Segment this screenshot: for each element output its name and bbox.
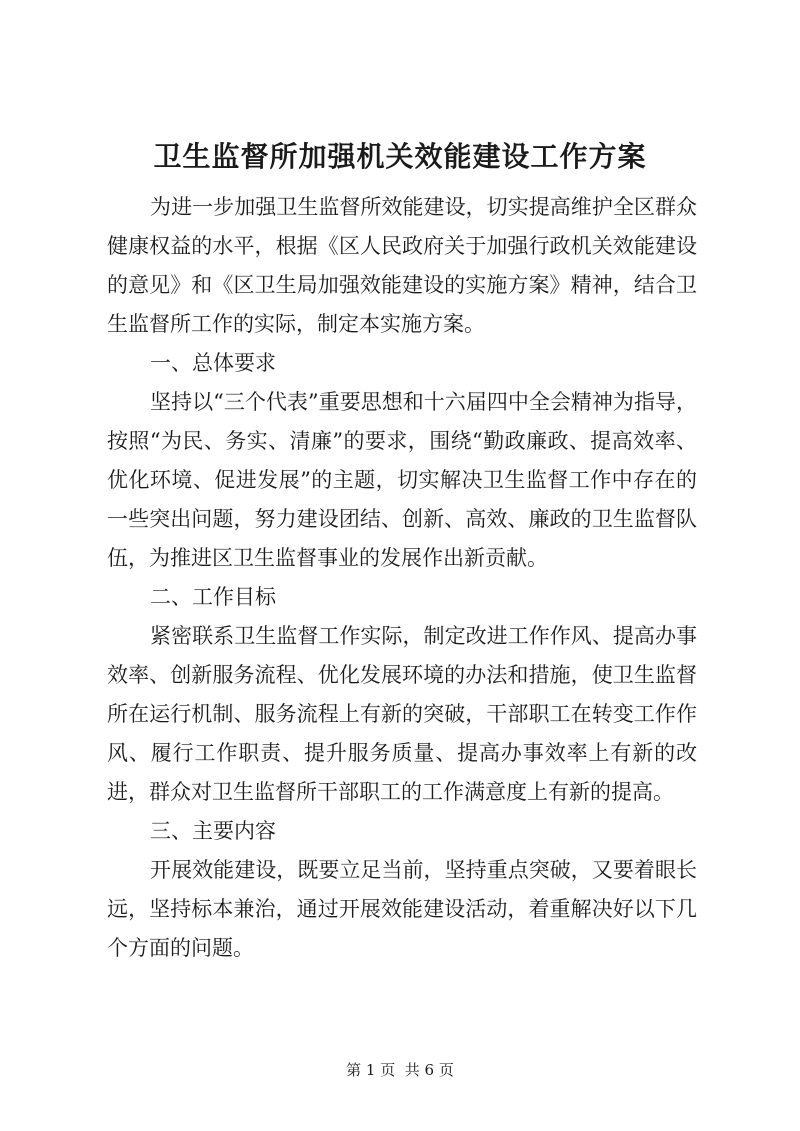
section-3-paragraph: 开展效能建设，既要立足当前，坚持重点突破，又要着眼长远，坚持标本兼治，通过开展效能建设活动，着重解决好以下几个方面的问题。 xyxy=(107,858,697,960)
section-heading-3: 三、主要内容 xyxy=(150,819,277,843)
page-number-label: 第 1 页 共 6 页 xyxy=(346,1061,454,1079)
section-1-paragraph: 坚持以“三个代表”重要思想和十六届四中全会精神为指导，按照“为民、务实、清廉”的要求，围绕“勤政廉政、提高效率、优化环境、促进发展”的主题，切实解决卫生监督工作中存在的一些突出问题，努力建设团结、创新、高效、廉政的卫生监督队伍，为推进区卫生监督事业的发展作出新贡献。 xyxy=(107,390,697,570)
section-2-paragraph: 紧密联系卫生监督工作实际，制定改进工作作风、提高办事效率、创新服务流程、优化发展环境的办法和措施，使卫生监督所在运行机制、服务流程上有新的突破，干部职工在转变工作作风、履行工作职责、提升服务质量、提高办事效率上有新的改进，群众对卫生监督所干部职工的工作满意度上有新的提高。 xyxy=(107,624,697,804)
document-body xyxy=(107,188,697,968)
section-heading-2: 二、工作目标 xyxy=(150,585,277,609)
page-footer xyxy=(0,1060,800,1080)
section-heading-1: 一、总体要求 xyxy=(150,351,277,375)
intro-paragraph: 为进一步加强卫生监督所效能建设，切实提高维护全区群众健康权益的水平，根据《区人民政府关于加强行政机关效能建设的意见》和《区卫生局加强效能建设的实施方案》精神，结合卫生监督所工作的实际，制定本实施方案。 xyxy=(107,195,697,336)
document-title: 卫生监督所加强机关效能建设工作方案 xyxy=(153,140,647,173)
